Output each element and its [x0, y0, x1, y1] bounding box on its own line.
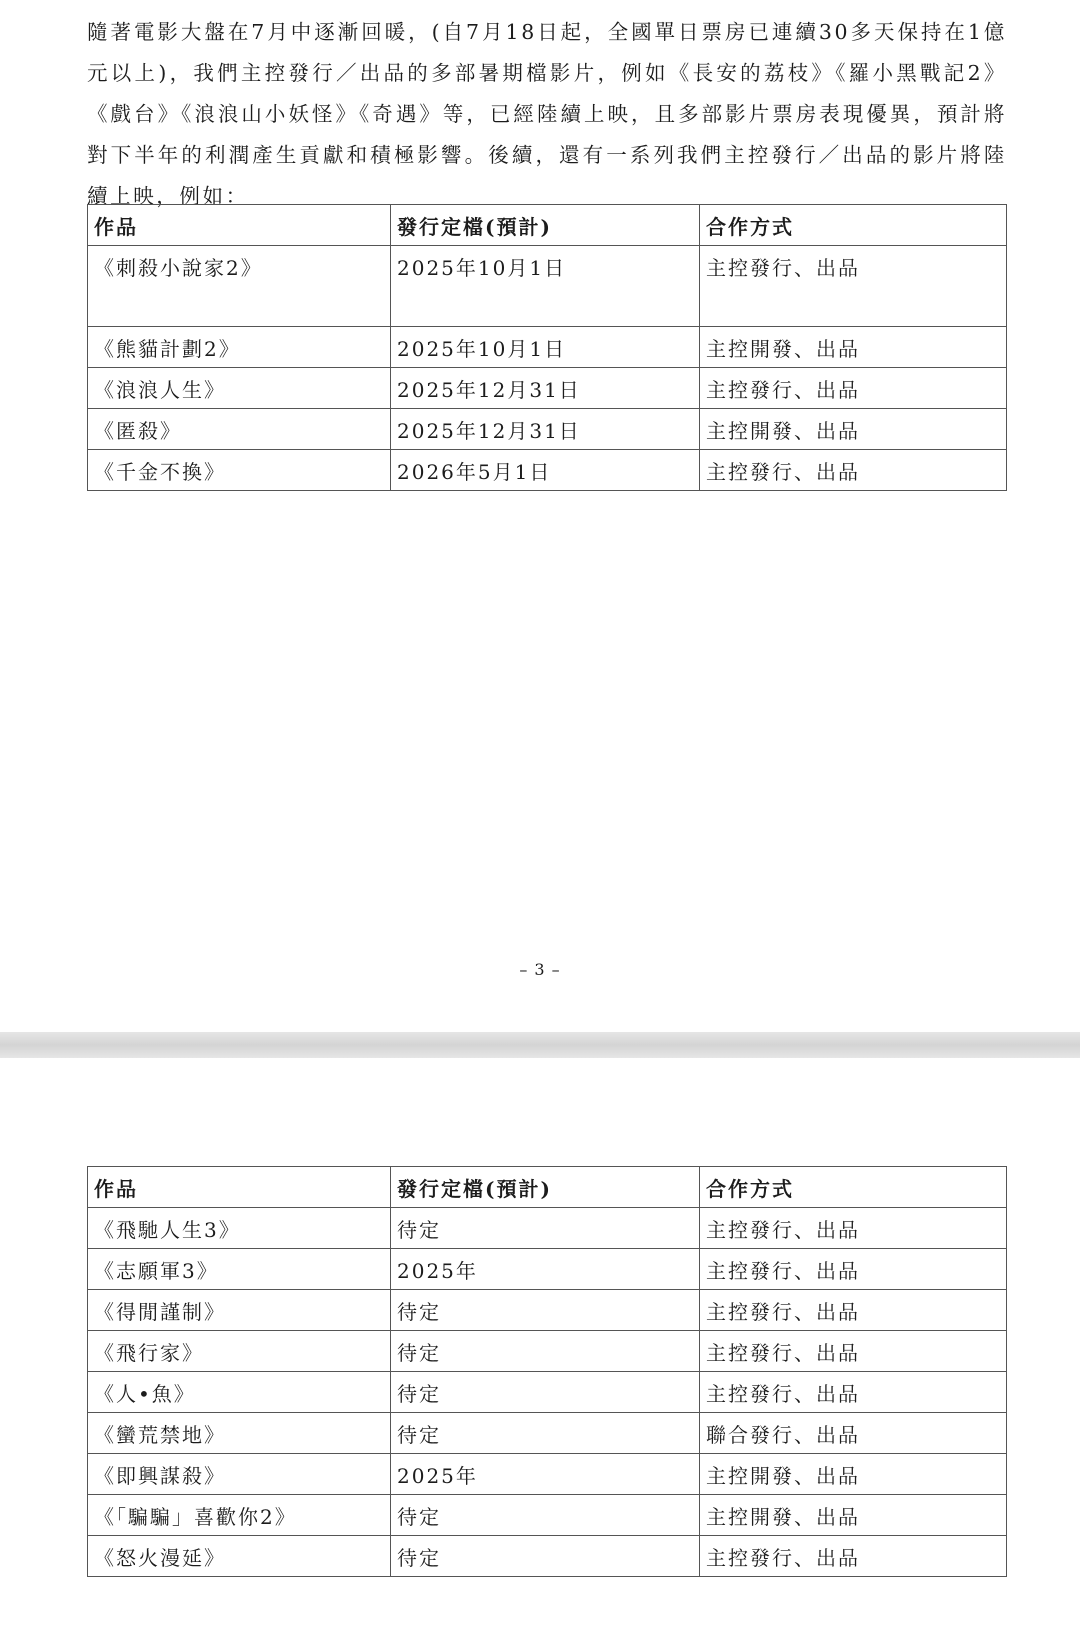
film-title: 《匿殺》: [88, 409, 391, 450]
release-date: 2025年12月31日: [391, 409, 700, 450]
cooperation-mode: 主控發行、出品: [700, 1208, 1007, 1249]
film-title: 《怒火漫延》: [88, 1536, 391, 1577]
release-date: 2026年5月1日: [391, 450, 700, 491]
cooperation-mode: 主控發行、出品: [700, 1372, 1007, 1413]
cooperation-mode: 主控發行、出品: [700, 450, 1007, 491]
table-row: [88, 368, 1007, 409]
table-row: [88, 1208, 1007, 1249]
film-title: 《即興謀殺》: [88, 1454, 391, 1495]
cooperation-mode: 主控發行、出品: [700, 1249, 1007, 1290]
page-separator: [0, 1032, 1080, 1058]
body-paragraph: 隨著電影大盤在7月中逐漸回暖，(自7月18日起，全國單日票房已連續30多天保持在1億元以上)，我們主控發行／出品的多部暑期檔影片，例如《長安的荔枝》《羅小黑戰記2》《戲台》《浪浪山小妖怪》《奇遇》等，已經陸續上映，且多部影片票房表現優異，預計將對下半年的利潤產生貢獻和積極影響。後續，還有一系列我們主控發行／出品的影片將陸續上映，例如：: [87, 20, 1007, 208]
cooperation-mode: 聯合發行、出品: [700, 1413, 1007, 1454]
table-row: [88, 327, 1007, 368]
header-release-date: 發行定檔(預計): [391, 205, 700, 246]
table-row: [88, 1331, 1007, 1372]
table-row: [88, 1413, 1007, 1454]
release-date: 2025年10月1日: [391, 327, 700, 368]
release-date: 待定: [391, 1208, 700, 1249]
table-header-row: [88, 1167, 1007, 1208]
table-header-row: [88, 205, 1007, 246]
cooperation-mode: 主控發行、出品: [700, 368, 1007, 409]
table-row: [88, 1454, 1007, 1495]
header-title: 作品: [88, 205, 391, 246]
cooperation-mode: 主控發行、出品: [700, 1331, 1007, 1372]
table-row: [88, 246, 1007, 327]
cooperation-mode: 主控開發、出品: [700, 327, 1007, 368]
film-release-table: [87, 204, 1007, 491]
cooperation-mode: 主控發行、出品: [700, 1536, 1007, 1577]
cooperation-mode: 主控開發、出品: [700, 1495, 1007, 1536]
film-title: 《飛馳人生3》: [88, 1208, 391, 1249]
release-date: 2025年10月1日: [391, 246, 700, 327]
cooperation-mode: 主控發行、出品: [700, 1290, 1007, 1331]
film-title: 《志願軍3》: [88, 1249, 391, 1290]
release-date: 待定: [391, 1290, 700, 1331]
film-release-table-continued: [87, 1166, 1007, 1577]
release-date: 待定: [391, 1495, 700, 1536]
table-row: [88, 1290, 1007, 1331]
header-cooperation: 合作方式: [700, 205, 1007, 246]
film-title: 《「騙騙」喜歡你2》: [88, 1495, 391, 1536]
table-row: [88, 409, 1007, 450]
release-date: 2025年: [391, 1454, 700, 1495]
table-row: [88, 1495, 1007, 1536]
film-title: 《蠻荒禁地》: [88, 1413, 391, 1454]
release-date: 待定: [391, 1536, 700, 1577]
header-title: 作品: [88, 1167, 391, 1208]
table-row: [88, 1249, 1007, 1290]
film-title: 《刺殺小說家2》: [88, 246, 391, 327]
film-title: 《千金不換》: [88, 450, 391, 491]
table-row: [88, 1536, 1007, 1577]
table-row: [88, 1372, 1007, 1413]
release-date: 待定: [391, 1413, 700, 1454]
film-title: 《人•魚》: [88, 1372, 391, 1413]
release-date: 2025年12月31日: [391, 368, 700, 409]
release-date: 待定: [391, 1372, 700, 1413]
page-number: – 3 –: [519, 960, 561, 979]
header-release-date: 發行定檔(預計): [391, 1167, 700, 1208]
release-date: 待定: [391, 1331, 700, 1372]
cooperation-mode: 主控開發、出品: [700, 1454, 1007, 1495]
header-cooperation: 合作方式: [700, 1167, 1007, 1208]
cooperation-mode: 主控開發、出品: [700, 409, 1007, 450]
table-row: [88, 450, 1007, 491]
film-title: 《熊貓計劃2》: [88, 327, 391, 368]
film-title: 《浪浪人生》: [88, 368, 391, 409]
film-title: 《飛行家》: [88, 1331, 391, 1372]
cooperation-mode: 主控發行、出品: [700, 246, 1007, 327]
release-date: 2025年: [391, 1249, 700, 1290]
film-title: 《得閒謹制》: [88, 1290, 391, 1331]
